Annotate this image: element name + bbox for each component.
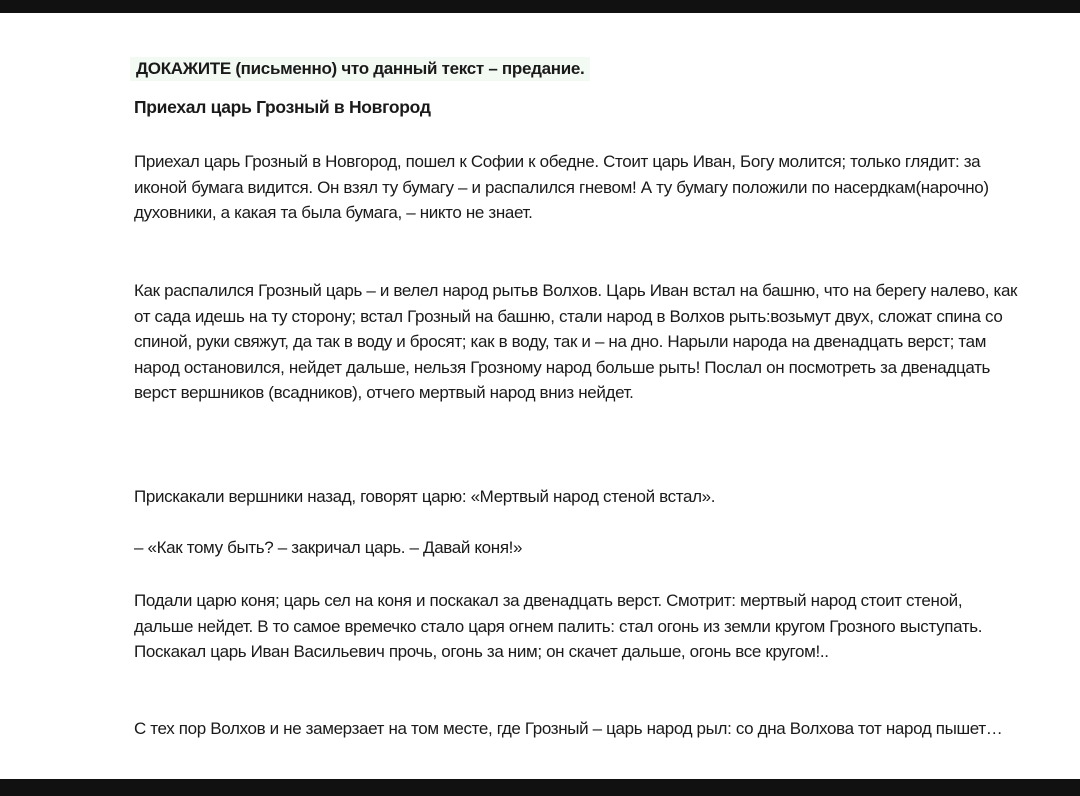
paragraph-1: Приехал царь Грозный в Новгород, пошел к Софии к обедне. Стоит царь Иван, Богу молится; только глядит: за иконой бумага видится. Он взял ту бумагу – и распалился гневом! А ту бумагу положили по насердкам(нарочно) духовники, а какая та была бумага, – никто не знает. (134, 152, 989, 222)
bottom-black-bar (0, 779, 1080, 796)
assignment-heading: ДОКАЖИТЕ (письменно) что данный текст – предание. (130, 57, 590, 81)
story-title: Приехал царь Грозный в Новгород (134, 97, 431, 117)
paragraph-5: Подали царю коня; царь сел на коня и поскакал за двенадцать верст. Смотрит: мертвый народ стоит стеной, дальше нейдет. В то самое времечко стало царя огнем палить: стал огонь из земли кругом Грозного выступать. Поскакал царь Иван Васильевич прочь, огонь за ним; он скачет дальше, огонь все кругом!.. (134, 591, 983, 661)
paragraph-6: С тех пор Волхов и не замерзает на том месте, где Грозный – царь народ рыл: со дна Волхова тот народ пышет… (134, 719, 1003, 738)
paragraph-2: Как распалился Грозный царь – и велел народ рытьв Волхов. Царь Иван встал на башню, что на берегу налево, как от сада идешь на ту сторону; встал Грозный на башню, стали народ в Волхов рыть:возьмут двух, сложат спина со спиной, руки свяжут, да так в воду и бросят; как в воду, так и – на дно. Нарыли народа на двенадцать верст; там народ остановился, нейдет дальше, нельзя Грозному народ больше рыть! Послал он посмотреть за двенадцать верст вершников (всадников), отчего мертвый народ вниз нейдет. (134, 281, 1018, 402)
paragraph-4: – «Как тому быть? – закричал царь. – Давай коня!» (134, 538, 523, 557)
top-black-bar (0, 0, 1080, 13)
paragraph-3: Прискакали вершники назад, говорят царю: «Мертвый народ стеной встал». (134, 487, 716, 506)
